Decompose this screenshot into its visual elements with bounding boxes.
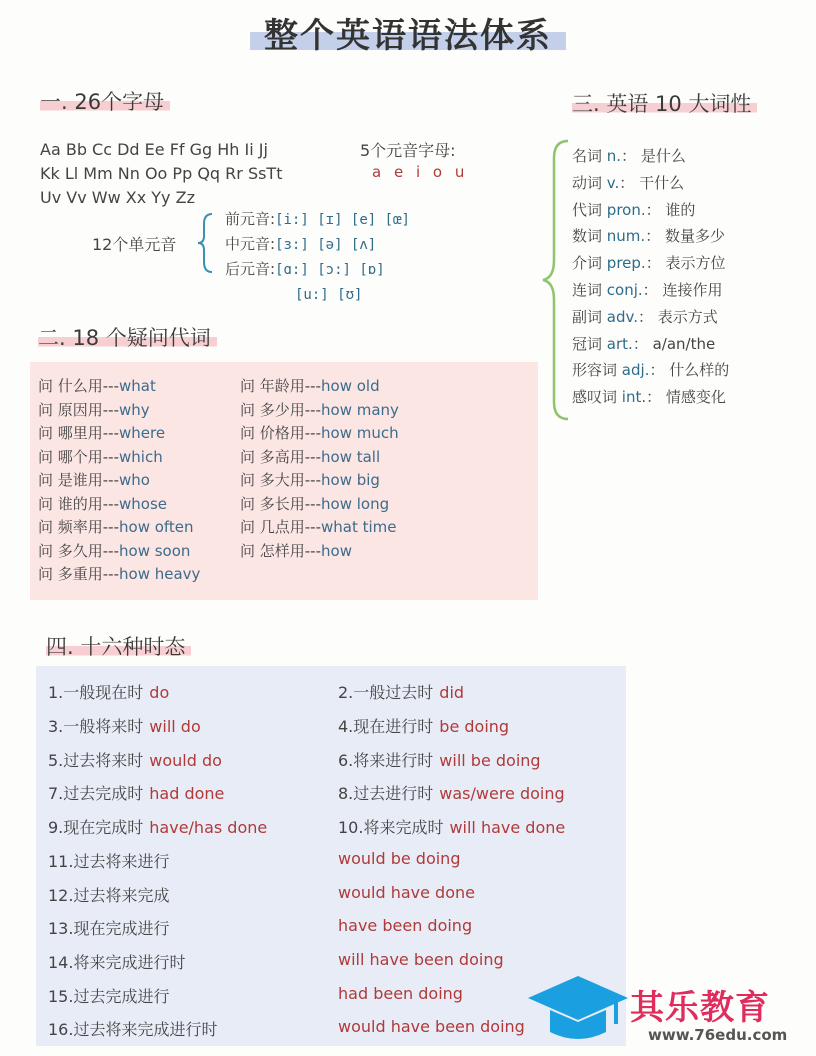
list-item: 6.将来进行时 will be doing <box>338 751 541 770</box>
monophthong-row: 中元音:[ɜ:] [ə] [ʌ] <box>225 235 377 253</box>
list-item: 4.现在进行时 be doing <box>338 717 510 736</box>
list-item: 问 多重用---how heavy <box>38 565 201 583</box>
list-item: 动词 v.： 干什么 <box>572 173 685 192</box>
section-heading-alphabet: 一. 26个字母 <box>40 86 170 116</box>
list-item: 问 什么用---what <box>38 377 156 395</box>
list-item: 13.现在完成进行 <box>48 919 170 938</box>
list-item: had been doing <box>338 984 463 1003</box>
monophthong-list <box>225 207 410 307</box>
monophthong-row: 前元音:[i:] [ɪ] [e] [œ] <box>225 210 410 228</box>
list-item: 9.现在完成时 have/has done <box>48 818 268 837</box>
list-item: 数词 num.： 数量多少 <box>572 227 725 246</box>
monophthong-label: 12个单元音 <box>92 235 177 254</box>
list-item: 15.过去完成进行 <box>48 987 170 1006</box>
section-heading-tenses: 四. 十六种时态 <box>46 631 191 661</box>
monophthong-row: [u:] [ʊ] <box>295 287 363 303</box>
list-item: will have been doing <box>338 950 504 969</box>
list-item: would have been doing <box>338 1017 525 1036</box>
page-title: 整个英语语法体系 <box>0 8 816 57</box>
vowel-letters-label: 5个元音字母: <box>360 141 456 160</box>
list-item: 副词 adv.： 表示方式 <box>572 307 718 326</box>
list-item: 问 哪里用---where <box>38 424 166 442</box>
brace-icon <box>540 138 572 422</box>
list-item: 连词 conj.： 连接作用 <box>572 280 723 299</box>
list-item: 感叹词 int.： 情感变化 <box>572 388 726 407</box>
question-words-left <box>38 375 200 587</box>
list-item: 问 多长用---how long <box>240 494 390 513</box>
brand-name: 其乐教育 <box>630 988 770 1028</box>
list-item: 问 多少用---how many <box>240 400 399 419</box>
parts-of-speech-list <box>572 143 729 411</box>
brand-url: www.76edu.com <box>648 1026 788 1044</box>
list-item: 名词 n.： 是什么 <box>572 147 686 165</box>
list-item: 1.一般现在时 do <box>48 683 170 702</box>
list-item: 问 年龄用---how old <box>240 377 380 395</box>
list-item: 介词 prep.： 表示方位 <box>572 254 726 273</box>
alphabet-block <box>40 138 282 210</box>
section-heading-parts-of-speech: 三. 英语 10 大词性 <box>572 88 757 118</box>
graduation-cap-icon <box>528 976 628 1044</box>
list-item: 5.过去将来时 would do <box>48 751 222 770</box>
list-item: 11.过去将来进行 <box>48 852 170 871</box>
list-item: 14.将来完成进行时 <box>48 953 186 972</box>
question-words-right <box>240 375 399 563</box>
list-item: 问 哪个用---which <box>38 447 163 466</box>
list-item: 冠词 art.： a/an/the <box>572 334 716 353</box>
list-item: 形容词 adj.： 什么样的 <box>572 361 730 380</box>
list-item: would be doing <box>338 849 461 868</box>
list-item: 问 是谁用---who <box>38 471 150 489</box>
list-item: have been doing <box>338 916 473 935</box>
list-item: 2.一般过去时 did <box>338 683 465 702</box>
list-item: 问 多高用---how tall <box>240 447 381 466</box>
list-item: 问 多久用---how soon <box>38 541 191 560</box>
list-item: 问 多大用---how big <box>240 471 380 489</box>
list-item: 问 频率用---how often <box>38 518 194 536</box>
list-item: 代词 pron.： 谁的 <box>572 200 696 219</box>
list-item: 12.过去将来完成 <box>48 886 170 905</box>
list-item: 10.将来完成时 will have done <box>338 818 566 837</box>
vowel-letters: a e i o u <box>372 163 469 181</box>
section-heading-question-words: 二. 18 个疑问代词 <box>38 322 217 352</box>
list-item: 问 几点用---what time <box>240 518 397 536</box>
list-item: 7.过去完成时 had done <box>48 784 225 803</box>
alphabet-line: Kk Ll Mm Nn Oo Pp Qq Rr SsTt <box>40 164 283 183</box>
list-item: 问 谁的用---whose <box>38 494 168 513</box>
list-item: 3.一般将来时 will do <box>48 717 201 736</box>
alphabet-line: Aa Bb Cc Dd Ee Ff Gg Hh Ii Jj <box>40 140 268 159</box>
list-item: 8.过去进行时 was/were doing <box>338 784 565 803</box>
list-item: 问 价格用---how much <box>240 424 399 442</box>
list-item: 问 怎样用---how <box>240 541 352 560</box>
list-item: 16.过去将来完成进行时 <box>48 1020 218 1039</box>
list-item: 问 原因用---why <box>38 400 150 419</box>
brace-icon <box>196 212 216 274</box>
alphabet-line: Uv Vv Ww Xx Yy Zz <box>40 188 195 207</box>
list-item: would have done <box>338 883 475 902</box>
monophthong-row: 后元音:[ɑ:] [ɔ:] [ɒ] <box>225 260 385 278</box>
